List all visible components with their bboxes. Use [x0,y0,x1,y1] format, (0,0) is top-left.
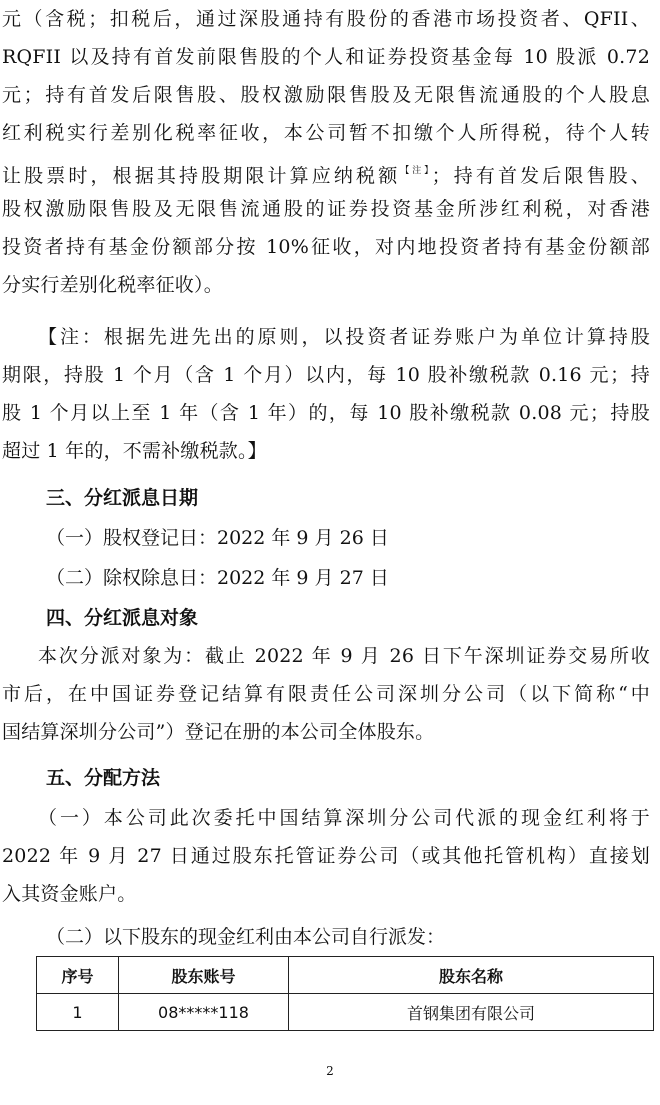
distribution-method-paragraph [0,799,660,913]
text-line: 【注：根据先进先出的原则，以投资者证券账户为单位计算持股 [38,326,650,348]
text-line: 本次分派对象为：截止 2022 年 9 月 26 日下午深圳证券交易所收 [38,645,650,667]
text-line: 投资者持有基金份额部分按 10%征收，对内地投资者持有基金份额部 [2,236,650,258]
record-date-item: （一）股权登记日：2022 年 9 月 26 日 [46,527,389,549]
column-header: 序号 [37,957,119,994]
text-line: （一）本公司此次委托中国结算深圳分公司代派的现金红利将于 [38,807,650,829]
page-number: 2 [326,1064,334,1078]
text-line: 超过 1 年的，不需补缴税款。】 [2,440,267,462]
column-header: 股东名称 [289,957,654,994]
text-segment: ；持有首发后限售股、 [431,165,650,187]
text-line: 红利税实行差别化税率征收，本公司暂不扣缴个人所得税，待个人转 [2,122,650,144]
table-header-row [37,957,654,994]
text-line: RQFII 以及持有首发前限售股的个人和证券投资基金每 10 股派 0.72 [2,46,650,68]
text-line: 2022 年 9 月 27 日通过股东托管证券公司（或其他托管机构）直接划 [2,845,650,867]
text-line [0,152,660,190]
text-line: 分实行差别化税率征收）。 [2,274,223,296]
text-line: 股权激励限售股及无限售流通股的证券投资基金所涉红利税，对香港 [2,198,650,220]
text-line: 市后，在中国证券登记结算有限责任公司深圳分公司（以下简称“中 [2,683,650,705]
ex-dividend-date-item: （二）除权除息日：2022 年 9 月 27 日 [46,567,389,589]
shareholder-table [36,956,654,1031]
text-line: 期限，持股 1 个月（含 1 个月）以内，每 10 股补缴税款 0.16 元；持 [2,364,650,386]
text-line: 元；持有首发后限售股、股权激励限售股及无限售流通股的个人股息 [2,84,650,106]
table-cell: 首钢集团有限公司 [289,994,654,1031]
text-line: 股 1 个月以上至 1 年（含 1 年）的，每 10 股补缴税款 0.08 元；持股 [2,402,650,424]
table-cell: 08*****118 [119,994,289,1031]
section-title: 三、分红派息日期 [46,487,199,509]
column-header: 股东账号 [119,957,289,994]
note-paragraph [0,318,660,470]
table-row [37,994,654,1031]
section-title: 五、分配方法 [46,767,161,789]
note-marker: 【注】 [400,166,432,176]
distribution-target-paragraph [0,637,660,751]
text-line: 入其资金账户。 [2,883,137,905]
text-segment: 让股票时，根据其持股期限计算应纳税额 [2,165,401,187]
text-line: 国结算深圳分公司”）登记在册的本公司全体股东。 [2,721,435,743]
self-distribution-item: （二）以下股东的现金红利由本公司自行派发： [46,926,446,948]
tax-paragraph [0,0,660,304]
table-cell: 1 [37,994,119,1031]
section-title: 四、分红派息对象 [46,607,199,629]
text-line: 元（含税；扣税后，通过深股通持有股份的香港市场投资者、QFII、 [2,8,650,30]
